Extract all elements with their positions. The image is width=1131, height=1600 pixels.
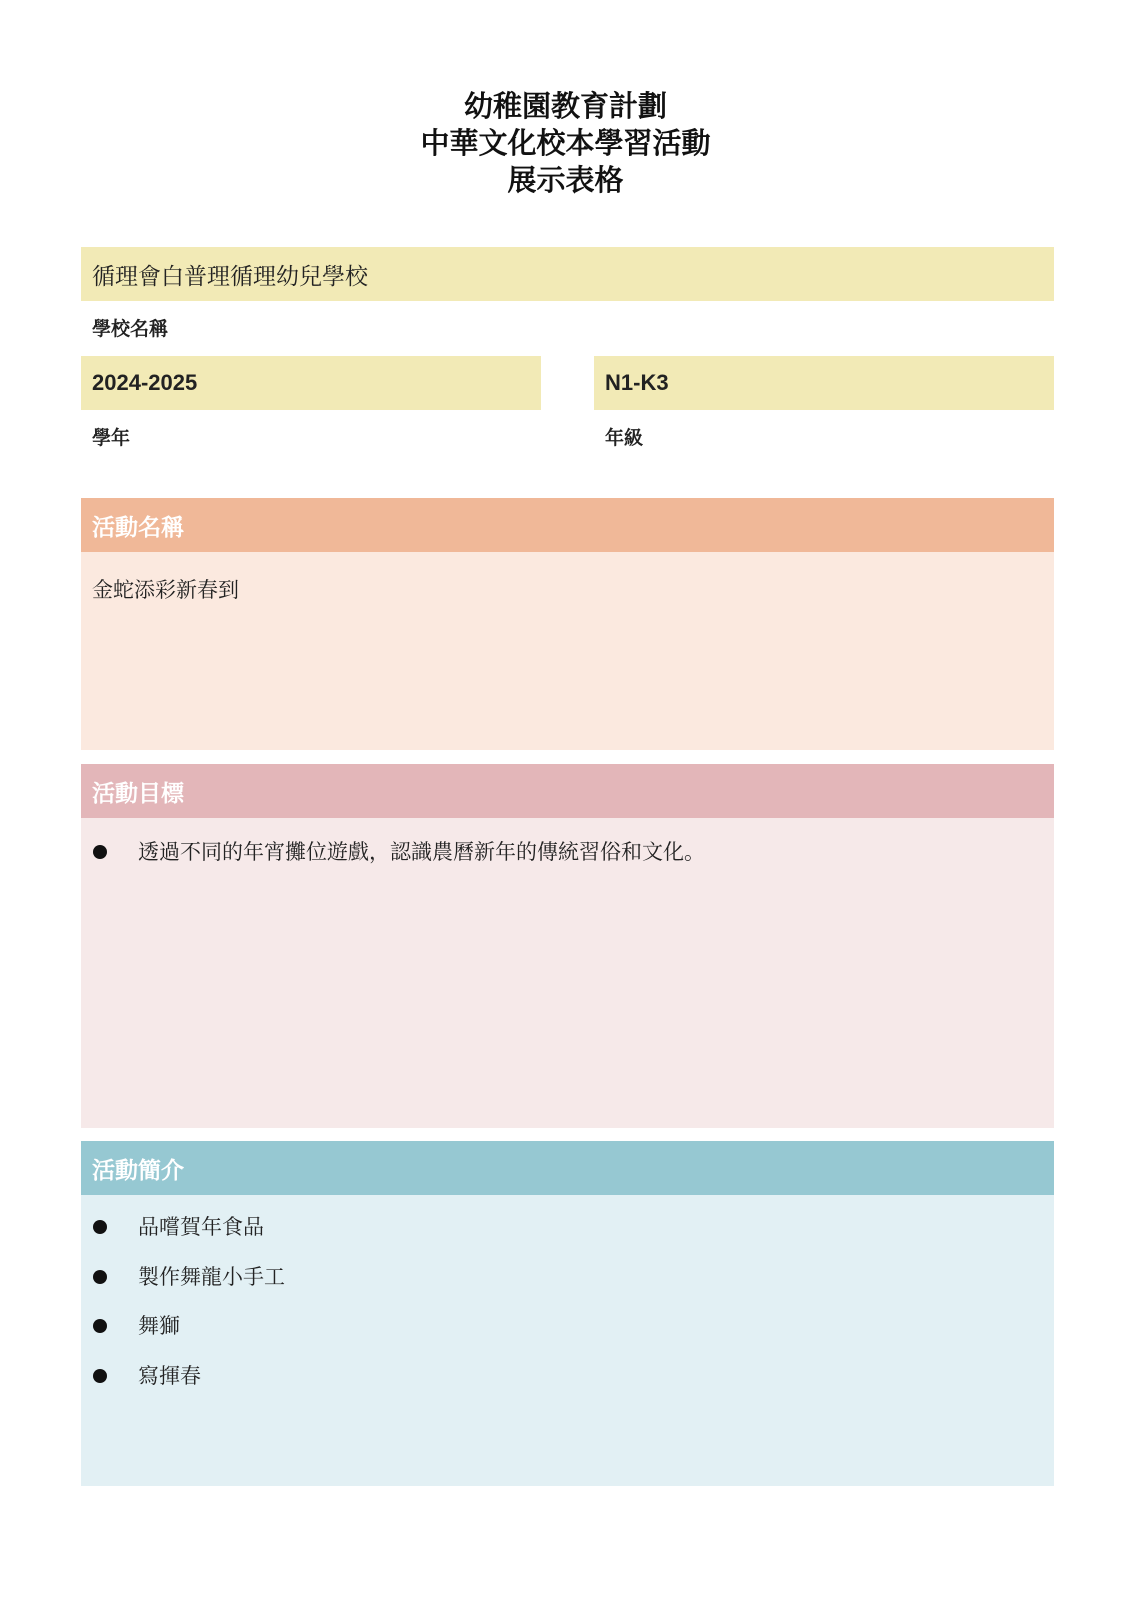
document-title [0, 88, 1131, 199]
activity-intro-header: 活動簡介 [81, 1141, 1054, 1195]
school-year-value: 2024-2025 [81, 356, 541, 410]
school-name-label: 學校名稱 [92, 318, 169, 340]
title-line-1: 幼稚園教育計劃 [463, 89, 667, 123]
goal-item-text: 透過不同的年宵攤位遊戲，認識農曆新年的傳統習俗和文化。 [138, 840, 705, 864]
intro-item-text: 寫揮春 [138, 1364, 201, 1388]
bullet-icon [93, 1319, 107, 1333]
activity-intro-body [81, 1195, 1054, 1486]
grade-label: 年級 [605, 427, 644, 449]
intro-item-text: 舞獅 [138, 1314, 180, 1338]
intro-item-text: 品嚐賀年食品 [138, 1215, 264, 1239]
activity-goals-body [81, 818, 1054, 1128]
activity-name-value: 金蛇添彩新春到 [92, 578, 239, 602]
grade-value: N1-K3 [594, 356, 1054, 410]
bullet-icon [93, 1220, 107, 1234]
bullet-icon [93, 1270, 107, 1284]
bullet-icon [93, 845, 107, 859]
activity-name-header: 活動名稱 [81, 498, 1054, 552]
school-year-label: 學年 [92, 427, 131, 449]
activity-goals-header: 活動目標 [81, 764, 1054, 818]
bullet-icon [93, 1369, 107, 1383]
activity-name-body [81, 552, 1054, 750]
title-line-2: 中華文化校本學習活動 [420, 126, 711, 160]
school-name-value: 循理會白普理循理幼兒學校 [81, 247, 1054, 301]
intro-item-text: 製作舞龍小手工 [138, 1265, 285, 1289]
title-line-3: 展示表格 [507, 163, 624, 197]
